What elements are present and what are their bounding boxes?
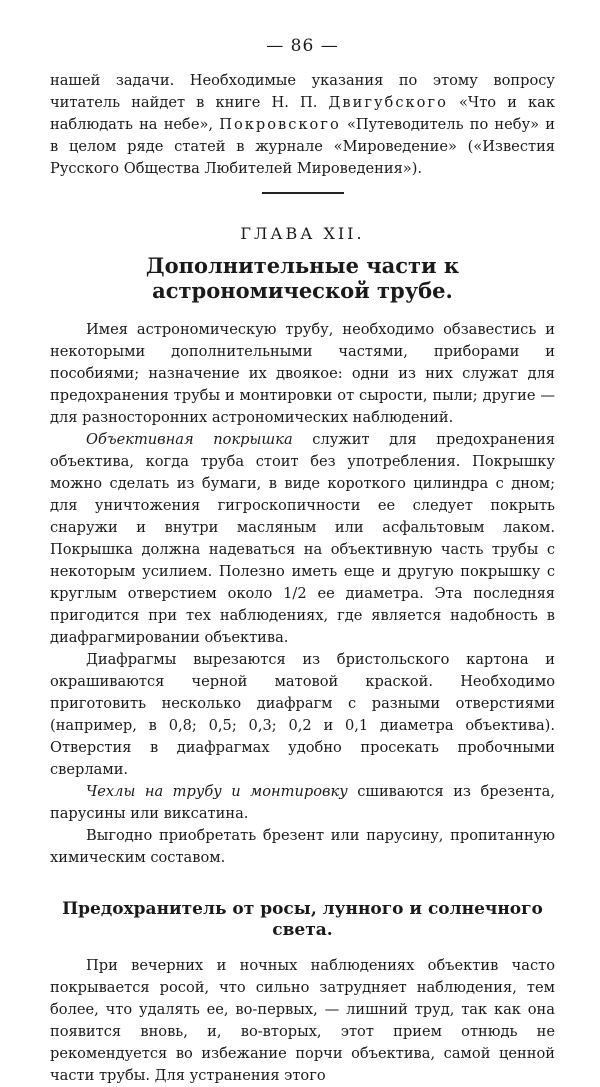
chapter-label: ГЛАВА XII. [240, 224, 365, 243]
section-title: Предохранитель от росы, лунного и солнечного света. [62, 899, 543, 940]
paragraph-1: Имея астрономическую трубу, необходимо обзавестись и некоторыми дополнительными частями, приборами и пособиями; назначение их двоякое: одни из них служат для предохранения трубы и монтировки от сырости, пыли; другие — для разносторонних астрономических наблюдений. [50, 321, 555, 426]
term-objective-cover: Объективная покрышка [86, 431, 293, 448]
chapter-title: Дополнительные части к астрономической трубе. [145, 253, 460, 303]
paragraph-2-text: служит для предохранения объектива, когда труба стоит без употребления. Покрышку можно сделать из бумаги, в виде короткого цилиндра с дном; для уничтожения гигроскопичности ее следует покрыть снаружи и внутри масляным или асфальтовым лаком. Покрышка должна надеваться на объективную часть трубы с некоторым усилием. Полезно иметь еще и другую покрышку с круглым отверстием около 1/2 ее диаметра. Эта последняя пригодится при тех наблюдениях, где является надобность в диафрагмировании объектива. [50, 431, 555, 646]
author-name-1: Двигубского [328, 94, 448, 111]
paragraph-3: Диафрагмы вырезаются из бристольского картона и окрашиваются черной матовой краской. Необходимо приготовить несколько диафрагм с разными отверстиями (например, в 0,8; 0,5; 0,3; 0,2 и 0,1 диаметра объектива). Отверстия в диафрагмах удобно просекать пробочными сверлами. [50, 651, 555, 778]
section-divider [262, 192, 344, 194]
intro-text-1: нашей задачи. Необходимые указания по этому вопросу читатель найдет в книге Н. П. [50, 72, 555, 111]
intro-paragraph [50, 70, 555, 180]
paragraph-4-text: сшиваются из брезента, парусины или виксатина. [50, 783, 555, 822]
paragraph-2 [50, 429, 555, 649]
book-page [50, 36, 555, 1087]
author-name-2: Покровского [219, 116, 341, 133]
paragraph-4 [50, 781, 555, 825]
intro-text-3: «Путеводитель по небу» и в целом ряде статей в журнале «Мироведение» («Известия Русского Общества Любителей Мироведения»). [50, 116, 556, 177]
paragraph-5: Выгодно приобретать брезент или парусину, пропитанную химическим составом. [50, 827, 555, 866]
intro-text-2: «Что и как наблюдать на небе», [50, 94, 555, 133]
page-number: — 86 — [266, 36, 339, 56]
term-covers: Чехлы на трубу и монтировку [86, 783, 348, 800]
paragraph-6: При вечерних и ночных наблюдениях объектив часто покрывается росой, что сильно затрудняет наблюдения, тем более, что удалять ее, во-первых, — лишний труд, так как она появится вновь, и, во-вторых, этот прием отнюдь не рекомендуется во избежание порчи объектива, самой ценной части трубы. Для устранения этого [50, 957, 555, 1084]
